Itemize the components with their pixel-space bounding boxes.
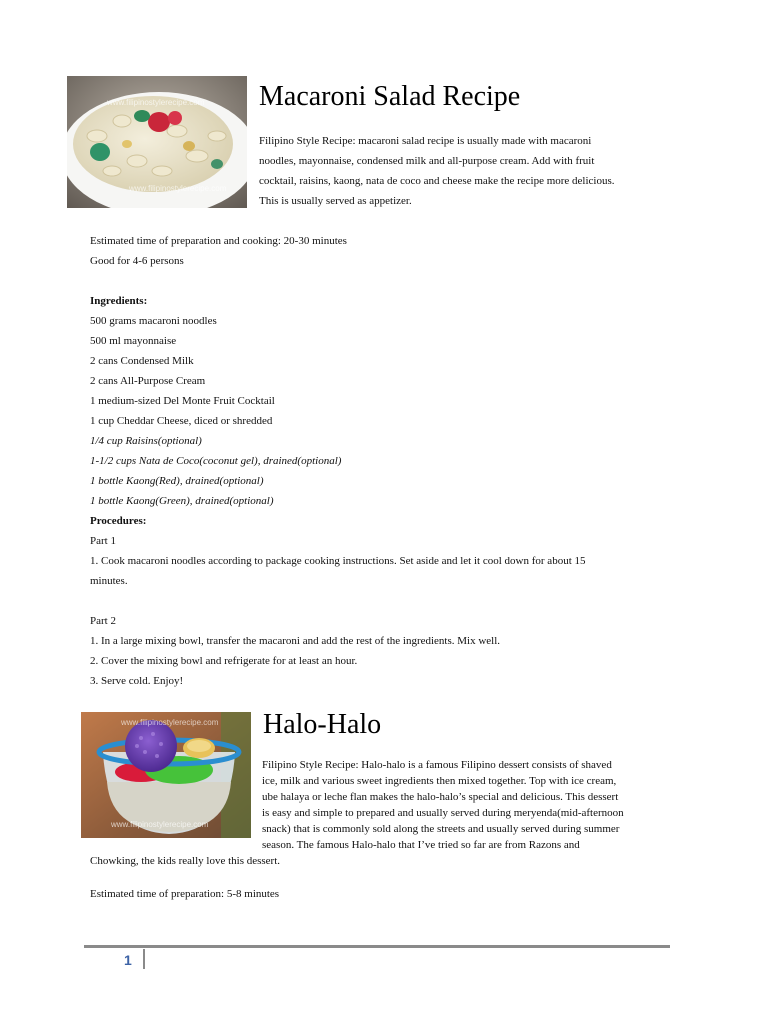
ingredient-item: 2 cans All-Purpose Cream — [90, 375, 206, 387]
halo-intro-line: ube halaya or leche flan makes the halo-halo’s special and delicious. This dessert — [262, 791, 619, 803]
macaroni-body — [90, 231, 586, 691]
procedure-step: 2. Cover the mixing bowl and refrigerate for at least an hour. — [90, 655, 358, 667]
halo-intro-line: Filipino Style Recipe: Halo-halo is a famous Filipino dessert consists of shaved — [262, 759, 612, 771]
halo-photo-watermark-top: www.filipinostylerecipe.com — [121, 718, 219, 727]
macaroni-intro-line: noodles, mayonnaise, condensed milk and all-purpose cream. Add with fruit — [259, 155, 595, 167]
halo-intro-line: snack) that is commonly sold along the streets and usually served during summer — [262, 823, 620, 835]
optional-ingredient-item: 1 bottle Kaong(Green), drained(optional) — [90, 495, 274, 507]
procedure-step: minutes. — [90, 575, 128, 587]
optional-ingredient-item: 1-1/2 cups Nata de Coco(coconut gel), drained(optional) — [90, 455, 342, 467]
prep-time: Estimated time of preparation and cooking: 20-30 minutes — [90, 235, 347, 247]
halo-intro-line: Chowking, the kids really love this dessert. — [90, 855, 281, 867]
halo-photo-watermark-bottom: www.filipinostylerecipe.com — [111, 820, 209, 829]
footer-rule — [84, 945, 670, 948]
macaroni-intro-line: Filipino Style Recipe: macaroni salad recipe is usually made with macaroni — [259, 135, 592, 147]
halo-prep-time: Estimated time of preparation: 5-8 minutes — [90, 888, 280, 900]
macaroni-salad-photo — [67, 76, 247, 208]
optional-ingredient-item: 1/4 cup Raisins(optional) — [90, 435, 202, 447]
halo-intro-line: is easy and simple to prepared and usually served during meryenda(mid-afternoon — [262, 807, 624, 819]
ingredient-item: 1 cup Cheddar Cheese, diced or shredded — [90, 415, 273, 427]
page-number: 1 — [124, 952, 132, 968]
page-number-separator — [143, 949, 145, 969]
halo-halo-intro — [262, 757, 624, 853]
procedure-step: 1. Cook macaroni noodles according to package cooking instructions. Set aside and let it cool down for about 15 — [90, 555, 586, 567]
halo-intro-line: ice, milk and various sweet ingredients then mixed together. Top with ice cream, — [262, 775, 617, 787]
macaroni-intro-line: cocktail, raisins, kaong, nata de coco and cheese make the recipe more delicious. — [259, 175, 615, 187]
macaroni-photo-watermark-top: www.filipinostylerecipe.com — [107, 98, 205, 107]
ingredient-item: 500 ml mayonnaise — [90, 335, 177, 347]
halo-halo-photo — [81, 712, 251, 838]
macaroni-title: Macaroni Salad Recipe — [259, 81, 521, 112]
macaroni-intro-line: This is usually served as appetizer. — [259, 195, 412, 207]
halo-halo-title: Halo-Halo — [263, 709, 382, 740]
halo-intro-line: season. The famous Halo-halo that I’ve tried so far are from Razons and — [262, 839, 580, 851]
procedure-step: 1. In a large mixing bowl, transfer the macaroni and add the rest of the ingredients. Mix well. — [90, 635, 501, 647]
macaroni-intro — [259, 131, 679, 211]
ingredients-heading: Ingredients: — [90, 295, 148, 307]
macaroni-photo-watermark-bottom: www.filipinostylerecipe.com — [129, 184, 227, 193]
procedures-heading: Procedures: — [90, 515, 147, 527]
procedure-step: 3. Serve cold. Enjoy! — [90, 675, 184, 687]
ingredient-item: 1 medium-sized Del Monte Fruit Cocktail — [90, 395, 275, 407]
part2-label: Part 2 — [90, 615, 116, 627]
ingredient-item: 2 cans Condensed Milk — [90, 355, 194, 367]
serving-size: Good for 4-6 persons — [90, 255, 184, 267]
ingredient-item: 500 grams macaroni noodles — [90, 315, 217, 327]
optional-ingredient-item: 1 bottle Kaong(Red), drained(optional) — [90, 475, 264, 487]
part1-label: Part 1 — [90, 535, 116, 547]
